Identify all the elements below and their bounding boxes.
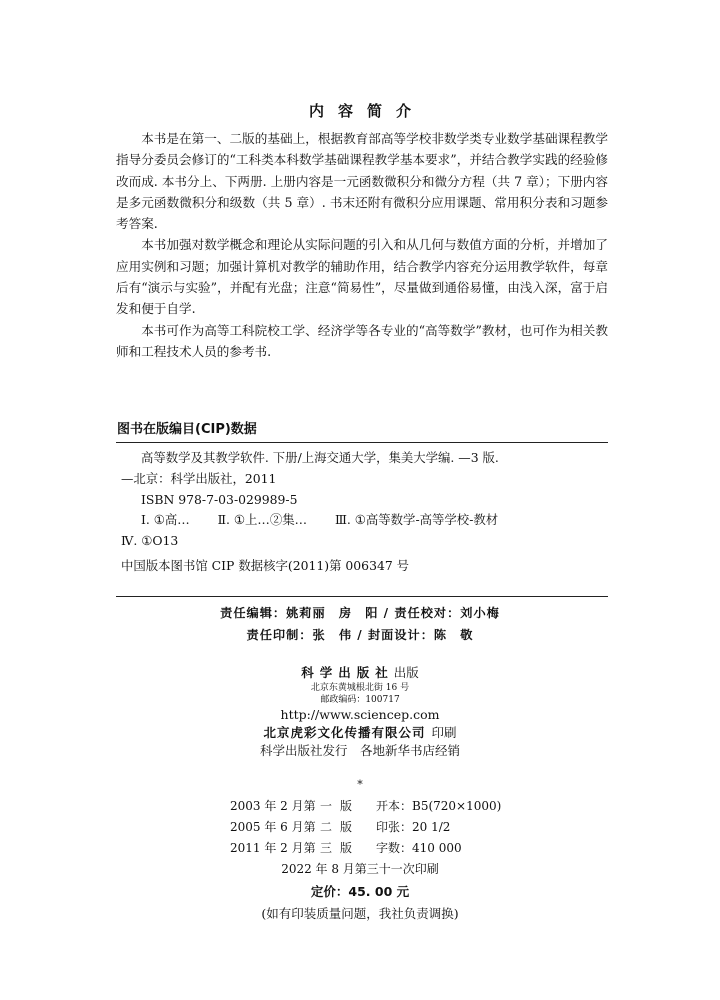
cip-class-2: Ⅱ. ①上…②集…	[217, 512, 307, 528]
edition-row	[230, 838, 501, 859]
edition-info: 印张：20 1/2	[376, 820, 451, 834]
summary-paragraph-2: 本书加强对数学概念和理论从实际问题的引入和从几何与数值方面的分析，并增加了应用实例和习题；加强计算机对教学的辅助作用，结合教学内容充分运用教学软件，每章后有“演示与实验”，并配有光盘；注意“简易性”，尽量做到通俗易懂，由浅入深，富于启发和便于自学.	[116, 237, 608, 317]
edition-number: 二版	[320, 820, 361, 834]
edition-info: 开本：B5(720×1000)	[376, 799, 502, 813]
edition-row	[230, 817, 501, 838]
cip-top-rule	[116, 442, 608, 443]
edition-info: 字数：410 000	[376, 841, 462, 855]
cip-class-3: Ⅲ. ①高等数学-高等学校-教材	[334, 512, 499, 528]
summary-paragraph-1: 本书是在第一、二版的基础上，根据教育部高等学校非数学类专业数学基础课程教学指导分委员会修订的“工科类本科数学基础课程教学基本要求”，并结合教学实践的经验修改而成. 本书分上、下两册. 上册内容是一元函数微积分和微分方程（共 7 章）；下册内容是多元函数微积分和级数（共 5 章）. 书末还附有微积分应用课题、常用积分表和习题参考答案.	[116, 131, 608, 232]
edition-number: 三版	[320, 841, 361, 855]
publisher-name: 科学出版社	[301, 665, 394, 680]
cip-bottom-rule	[116, 596, 608, 597]
publisher-suffix: 出版	[393, 665, 419, 680]
cip-class-1: Ⅰ. ①高…	[141, 512, 190, 528]
publisher-url: http://www.sciencep.com	[280, 707, 440, 722]
publisher-line	[0, 664, 720, 682]
publisher-block	[0, 664, 720, 760]
distribution-line: 科学出版社发行 各地新华书店经销	[259, 743, 460, 758]
book-summary	[116, 128, 608, 362]
cip-heading: 图书在版编目(CIP)数据	[117, 422, 257, 437]
production-credits: 责任印制：张 伟 / 封面设计：陈 敬	[246, 628, 474, 642]
edition-table	[230, 796, 501, 859]
cip-class-4: Ⅳ. ①O13	[121, 533, 179, 549]
page-title: 内容简介	[308, 102, 425, 120]
printer-suffix: 印刷	[431, 725, 457, 740]
printer-line	[0, 724, 720, 742]
quality-notice: (如有印装质量问题，我社负责调换)	[261, 906, 459, 921]
summary-paragraph-3: 本书可作为高等工科院校工学、经济学等各专业的“高等数学”教材，也可作为相关教师和工程技术人员的参考书.	[116, 322, 608, 359]
cip-publisher-line: —北京：科学出版社，2011	[121, 470, 277, 486]
cip-isbn: ISBN 978-7-03-029989-5	[141, 491, 298, 507]
cip-core-number: 中国版本图书馆 CIP 数据核字(2011)第 006347 号	[121, 557, 410, 573]
cip-classification-row	[121, 510, 605, 531]
edition-date: 2003 年 2 月第	[230, 799, 316, 813]
edition-number: 一版	[320, 799, 361, 813]
edition-row	[230, 796, 501, 817]
reprint-line: 2022 年 8 月第三十一次印刷	[281, 862, 439, 876]
cip-block	[121, 448, 605, 577]
cip-title-line: 高等数学及其教学软件. 下册/上海交通大学，集美大学编. —3 版.	[141, 450, 499, 465]
publisher-postcode: 邮政编码：100717	[320, 695, 400, 705]
edition-date: 2005 年 6 月第	[230, 820, 316, 834]
editor-credits: 责任编辑：姚莉丽 房 阳 / 责任校对：刘小梅	[220, 606, 500, 620]
printer-name: 北京虎彩文化传播有限公司	[263, 725, 426, 740]
edition-date: 2011 年 2 月第	[230, 841, 316, 855]
publisher-address: 北京东黄城根北街 16 号	[310, 683, 410, 693]
separator-star: *	[357, 778, 363, 791]
price: 定价：45. 00 元	[310, 884, 410, 899]
